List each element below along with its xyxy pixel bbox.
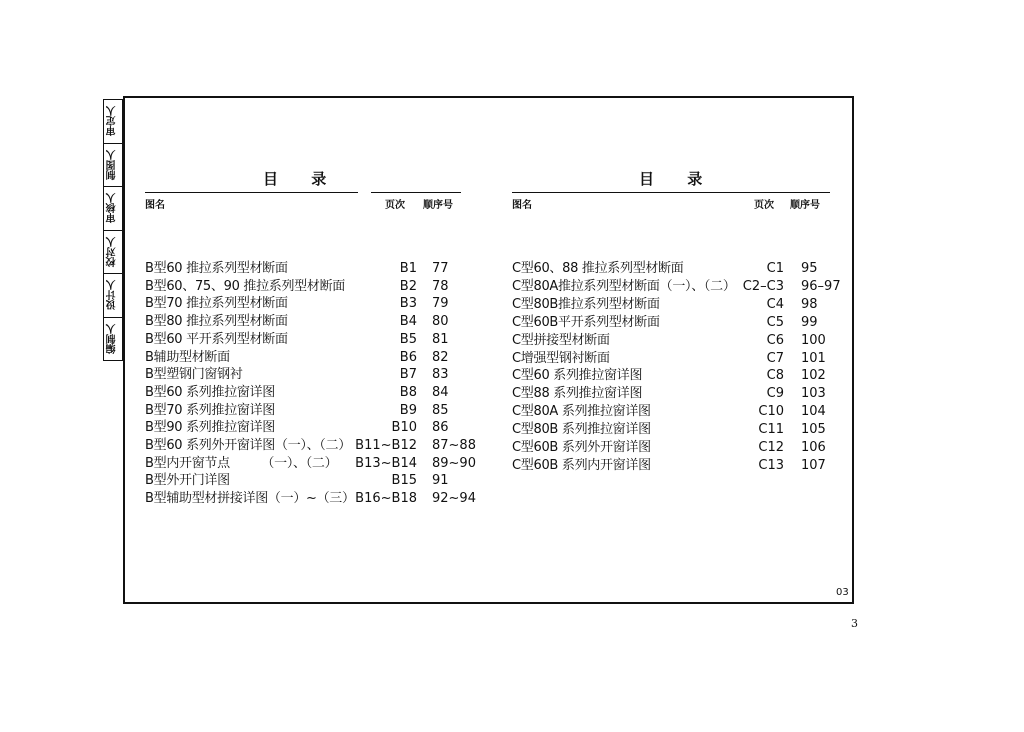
toc-row-title: C增强型钢衬断面 (512, 350, 610, 366)
toc-title: 目 录 (639, 170, 717, 188)
toc-row-page: B1 (399, 261, 417, 276)
toc-row-title: C型60 系列推拉窗详图 (512, 368, 643, 384)
toc-row-seq: 95 (801, 261, 818, 276)
side-cell (104, 100, 122, 144)
toc-row-title: C型88 系列推拉窗详图 (512, 386, 643, 402)
side-cell-label: 审定人 (107, 106, 118, 137)
toc-row-page: B5 (399, 331, 417, 347)
toc-row-title: C型80A推拉系列型材断面（一）、（二） (512, 278, 736, 294)
toc-row-page: B4 (399, 314, 417, 330)
toc-row-title: C型80A 系列推拉窗详图 (512, 404, 651, 420)
side-cell-label: 校对人 (107, 236, 118, 267)
toc-row-seq: 106 (801, 440, 826, 455)
toc-row-page: C8 (766, 368, 784, 384)
toc-row-seq: 104 (801, 404, 826, 420)
toc-row-page: B3 (399, 296, 417, 312)
col-header-seq: 顺序号 (423, 200, 453, 211)
side-cell (104, 274, 122, 318)
toc-row-seq: 102 (801, 368, 826, 384)
title-rule (145, 192, 358, 193)
toc-row-page: B7 (399, 367, 417, 383)
toc-row-page: B16~B18 (355, 491, 417, 507)
toc-row-title: B型内开窗节点 （一）、（二） (145, 455, 338, 471)
toc-row-title: B型60 推拉系列型材断面 (145, 261, 288, 276)
col-header-name: 图名 (512, 200, 532, 211)
toc-row-page: C6 (766, 332, 784, 348)
toc-row-title: B型60 平开系列型材断面 (145, 331, 288, 347)
toc-row-page: C13 (758, 457, 784, 473)
toc-row-page: C10 (758, 404, 784, 420)
toc-row-page: C12 (758, 440, 784, 455)
toc-row-seq: 99 (801, 314, 818, 330)
toc-row-seq: 107 (801, 457, 826, 473)
toc-row-title: B型70 推拉系列型材断面 (145, 296, 288, 312)
toc-row-title: B型60、75、90 推拉系列型材断面 (145, 278, 345, 294)
toc-row-title: B型塑钢门窗钢衬 (145, 367, 243, 383)
drawing-page-code: 03 (836, 587, 849, 598)
title-rule (371, 192, 461, 193)
toc-row-title: B型60 系列推拉窗详图 (145, 384, 275, 400)
toc-row-seq: 78 (432, 278, 449, 294)
toc-row-page: C11 (758, 422, 784, 438)
toc-row-seq: 86 (432, 420, 449, 436)
toc-row-seq: 98 (801, 296, 818, 312)
side-cell (104, 187, 122, 231)
col-header-page: 页次 (385, 200, 405, 211)
toc-row-title: C型80B 系列推拉窗详图 (512, 422, 651, 438)
toc-row-title: B型辅助型材拼接详图（一）~（三） (145, 491, 355, 507)
drawing-frame (123, 96, 854, 604)
toc-row-title: B型90 系列推拉窗详图 (145, 420, 275, 436)
toc-row-title: C型60B 系列内开窗详图 (512, 457, 651, 473)
side-cell-label: 编制人 (107, 323, 118, 354)
toc-row-seq: 77 (432, 261, 449, 276)
toc-row-page: C1 (766, 261, 784, 276)
toc-row-seq: 83 (432, 367, 449, 383)
toc-row-page: C5 (766, 314, 784, 330)
toc-row-page: C2–C3 (742, 278, 784, 294)
toc-row-seq: 79 (432, 296, 449, 312)
toc-row-page: B15 (391, 473, 417, 489)
toc-row-page: B6 (399, 349, 417, 365)
toc-row-page: B9 (399, 402, 417, 418)
toc-row-page: B2 (399, 278, 417, 294)
toc-row-title: C型60、88 推拉系列型材断面 (512, 261, 684, 276)
toc-row-title: B型60 系列外开窗详图（一）、（二） (145, 438, 351, 453)
side-cell (104, 318, 122, 361)
toc-row-page: B8 (399, 384, 417, 400)
toc-row-title: C型60B平开系列型材断面 (512, 314, 660, 330)
toc-row-seq: 103 (801, 386, 826, 402)
side-title-strip (103, 99, 123, 361)
col-header-name: 图名 (145, 200, 165, 211)
toc-row-page: B13~B14 (355, 455, 417, 471)
toc-row-seq: 84 (432, 384, 449, 400)
toc-row-seq: 100 (801, 332, 826, 348)
toc-row-page: C4 (766, 296, 784, 312)
side-cell (104, 231, 122, 275)
toc-row-title: C型60B 系列外开窗详图 (512, 440, 651, 455)
toc-row-seq: 87~88 (432, 438, 476, 453)
toc-row-title: B辅助型材断面 (145, 349, 230, 365)
side-cell-label: 设计人 (107, 280, 118, 311)
col-header-seq: 顺序号 (790, 200, 820, 211)
toc-row-seq: 80 (432, 314, 449, 330)
toc-title: 目 录 (263, 170, 341, 188)
toc-row-seq: 96–97 (801, 278, 841, 294)
toc-row-seq: 105 (801, 422, 826, 438)
title-rule (512, 192, 830, 193)
toc-row-page: C7 (766, 350, 784, 366)
side-cell-label: 审核人 (107, 193, 118, 224)
toc-row-seq: 89~90 (432, 455, 476, 471)
page-number: 3 (851, 617, 858, 630)
toc-row-title: B型80 推拉系列型材断面 (145, 314, 288, 330)
col-header-page: 页次 (754, 200, 774, 211)
toc-row-title: C型80B推拉系列型材断面 (512, 296, 660, 312)
toc-row-title: C型拼接型材断面 (512, 332, 610, 348)
toc-row-title: B型外开门详图 (145, 473, 230, 489)
toc-row-page: C9 (766, 386, 784, 402)
toc-row-seq: 82 (432, 349, 449, 365)
toc-row-seq: 81 (432, 331, 449, 347)
side-cell (104, 144, 122, 188)
toc-row-seq: 91 (432, 473, 449, 489)
toc-row-title: B型70 系列推拉窗详图 (145, 402, 275, 418)
toc-row-seq: 85 (432, 402, 449, 418)
toc-row-seq: 101 (801, 350, 826, 366)
toc-row-page: B10 (391, 420, 417, 436)
toc-row-seq: 92~94 (432, 491, 476, 507)
side-cell-label: 制图人 (107, 149, 118, 180)
toc-row-page: B11~B12 (355, 438, 417, 453)
